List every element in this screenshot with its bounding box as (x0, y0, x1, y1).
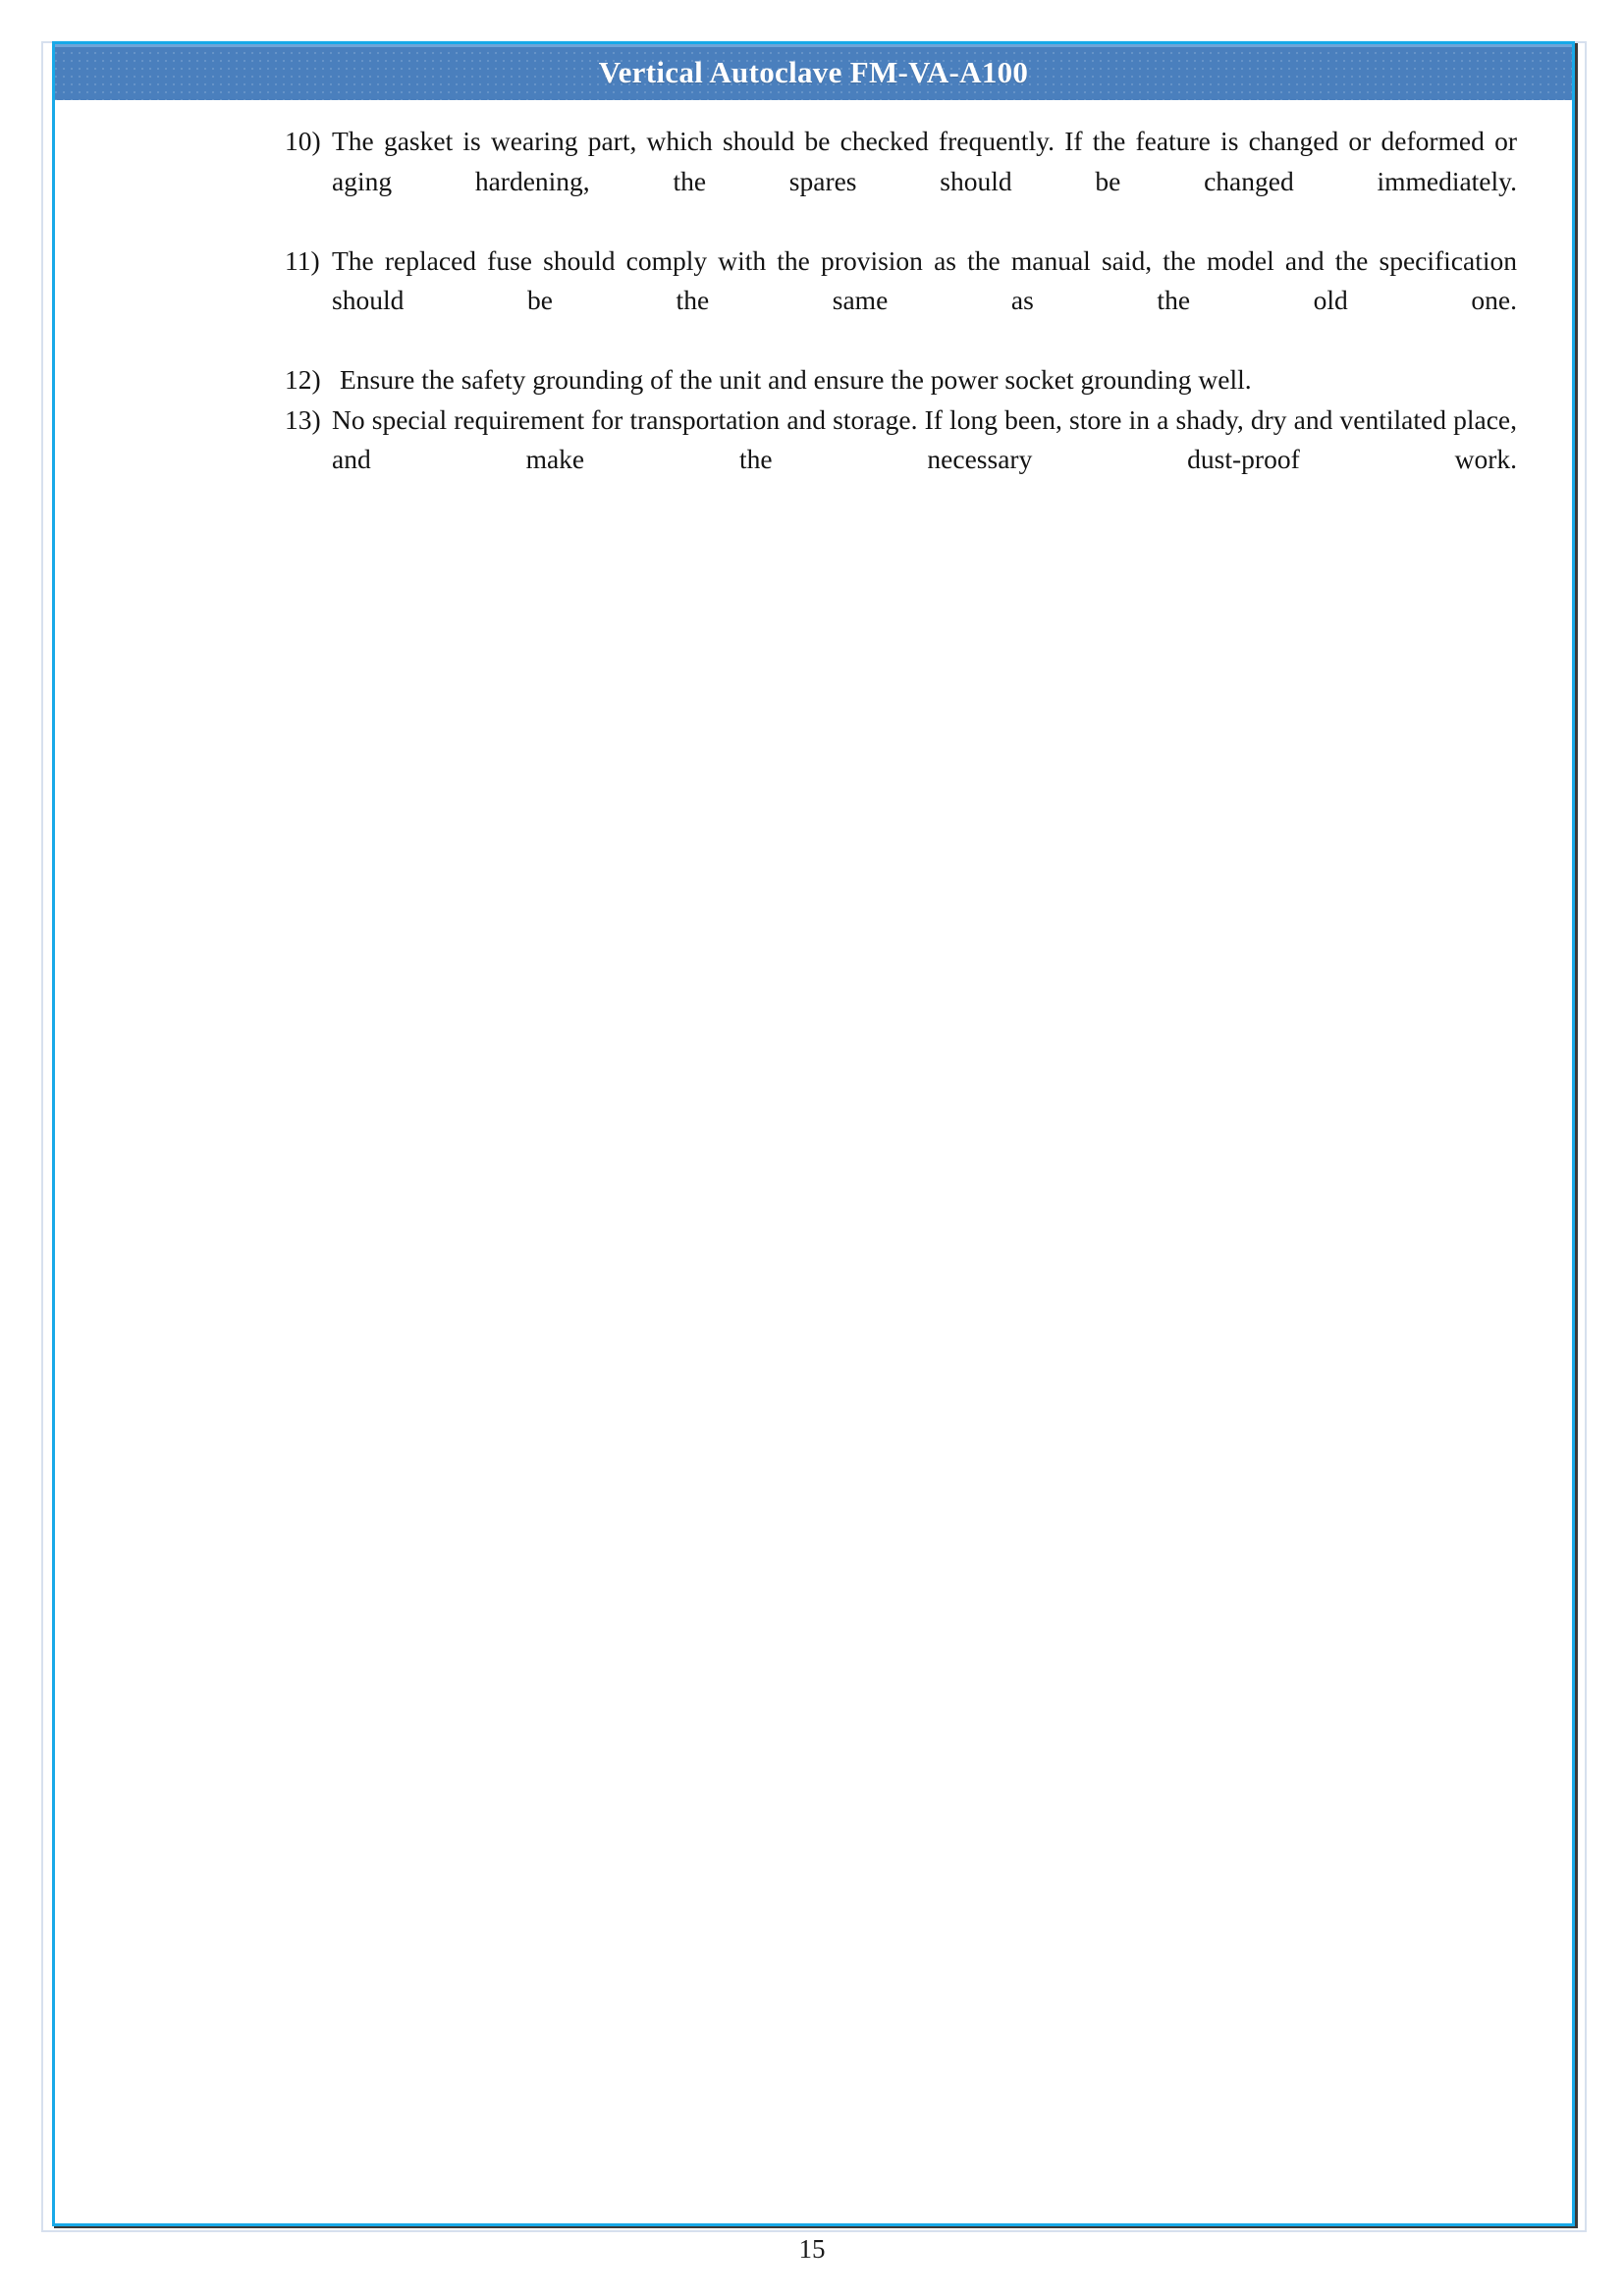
list-item-marker: 10) (285, 126, 321, 156)
list-item (285, 122, 1517, 241)
list-item-marker: 12) (285, 364, 321, 395)
list-item (285, 241, 1517, 361)
list-item-text: The gasket is wearing part, which should be checked frequently. If the feature is changed or deformed or aging hardening, the spares should be changed immediately. (332, 126, 1517, 196)
list-item-marker: 13) (285, 403, 321, 435)
page-number: 15 (798, 2234, 826, 2264)
page-footer (0, 2236, 1624, 2263)
list-item (285, 360, 1517, 400)
list-item-text: The replaced fuse should comply with the provision as the manual said, the model and the specification should be the same as the old one. (332, 244, 1517, 315)
page-body (55, 100, 1572, 2252)
list-item-marker: 11) (285, 244, 320, 276)
page-header-banner (55, 44, 1572, 100)
list-item-text: No special requirement for transportation and storage. If long been, store in a shady, dry and ventilated place, and make the necessary dust-proof work. (332, 403, 1517, 474)
page-title: Vertical Autoclave FM-VA-A100 (598, 55, 1029, 89)
list-item-text: Ensure the safety grounding of the unit and ensure the power socket grounding well. (340, 364, 1252, 395)
numbered-list (285, 122, 1517, 519)
list-item (285, 400, 1517, 520)
